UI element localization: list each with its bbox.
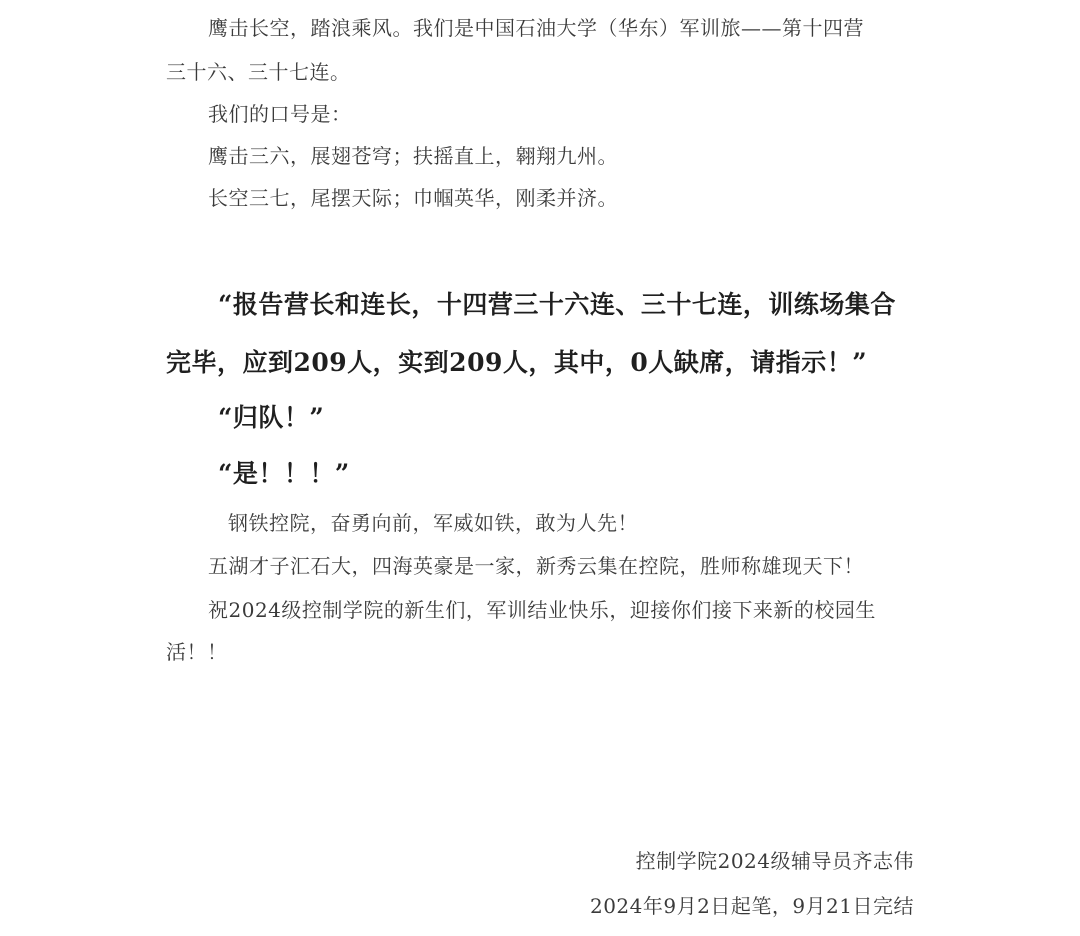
signature-date: 2024年9月2日起笔，9月21日完结 [589, 894, 914, 918]
slogan-line-2: 长空三七，尾摆天际；巾帼英华，刚柔并济。 [208, 186, 618, 210]
closing-line-4: 活！！ [166, 640, 228, 664]
closing-line-2: 五湖才子汇石大，四海英豪是一家，新秀云集在控院，胜师称雄现天下！ [208, 554, 864, 578]
reply-line-2: “是！！！” [218, 459, 350, 488]
closing-line-3: 祝2024级控制学院的新生们，军训结业快乐，迎接你们接下来新的校园生 [208, 598, 876, 622]
slogan-label: 我们的口号是： [208, 102, 352, 126]
signature-author: 控制学院2024级辅导员齐志伟 [635, 849, 914, 873]
report-line-2: 完毕，应到209人，实到209人，其中，0人缺席，请指示！” [166, 348, 868, 377]
report-line-1: “报告营长和连长，十四营三十六连、三十七连，训练场集合 [218, 290, 896, 319]
intro-line-1: 鹰击长空，踏浪乘风。我们是中国石油大学（华东）军训旅——第十四营 [208, 16, 864, 40]
slogan-line-1: 鹰击三六，展翅苍穹；扶摇直上，翱翔九州。 [208, 144, 618, 168]
closing-line-1: 钢铁控院，奋勇向前，军威如铁，敢为人先！ [228, 511, 638, 535]
reply-line-1: “归队！” [218, 403, 325, 432]
intro-line-2: 三十六、三十七连。 [166, 60, 351, 84]
